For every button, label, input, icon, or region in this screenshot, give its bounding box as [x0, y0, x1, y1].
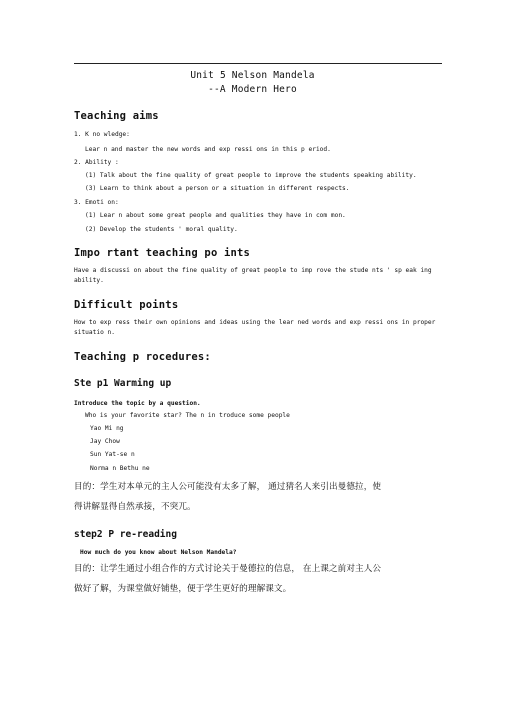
person-item: Yao Mi ng: [90, 425, 124, 432]
emotion-item-2: (2) Develop the students ' moral quality.: [85, 226, 238, 233]
difficult-points-heading: Difficult points: [74, 299, 179, 311]
important-points-text: Have a discussi on about the fine quality of great people to imp rove the stude nts ' sp eak ing ability.: [74, 267, 432, 284]
knowledge-label: 1. K no wledge:: [74, 131, 130, 138]
ability-item-3: (3) Learn to think about a person or a situation in different respects.: [85, 185, 350, 192]
person-item: Sun Yat-se n: [90, 451, 135, 458]
step2-purpose-line-1: 目的：让学生通过小组合作的方式讨论关于曼德拉的信息， 在上课之前对主人公: [74, 564, 382, 574]
header-rule: [74, 63, 442, 64]
ability-label: 2. Ability :: [74, 159, 119, 166]
person-item: Norma n Bethu ne: [90, 465, 150, 472]
person-item: Jay Chow: [90, 438, 120, 445]
step2-question: How much do you know about Nelson Mandela?: [80, 549, 237, 556]
emotion-label: 3. Emoti on:: [74, 199, 119, 206]
ability-item-1: (1) Talk about the fine quality of great people to improve the students speaking ability.: [85, 172, 417, 179]
procedures-heading: Teaching p rocedures:: [74, 351, 211, 363]
title-line-1: Unit 5 Nelson Mandela: [190, 70, 315, 81]
step2-purpose-line-2: 做好了解，为课堂做好铺垫，便于学生更好的理解课文。: [74, 584, 292, 594]
step1-question: Who is your favorite star? The n in troduce some people: [85, 412, 290, 419]
step1-purpose-line-1: 目的：学生对本单元的主人公可能没有太多了解， 通过猜名人来引出曼德拉，使: [74, 482, 382, 492]
teaching-aims-heading: Teaching aims: [74, 110, 159, 122]
knowledge-text: Lear n and master the new words and exp ressi ons in this p eriod.: [85, 146, 331, 153]
important-points-heading: Impo rtant teaching po ints: [74, 247, 251, 259]
step2-heading: step2 P re-reading: [74, 529, 177, 540]
title-line-2: --A Modern Hero: [208, 84, 297, 95]
emotion-item-1: (1) Lear n about some great people and qualities they have in com mon.: [85, 212, 346, 219]
difficult-points-text: How to exp ress their own opinions and ideas using the lear ned words and exp ressi ons in proper situatio n.: [74, 319, 436, 336]
step1-purpose-line-2: 得讲解显得自然承接，不突兀。: [74, 502, 196, 512]
step1-heading: Ste p1 Warming up: [74, 378, 172, 389]
step1-intro: Introduce the topic by a question.: [74, 400, 201, 407]
